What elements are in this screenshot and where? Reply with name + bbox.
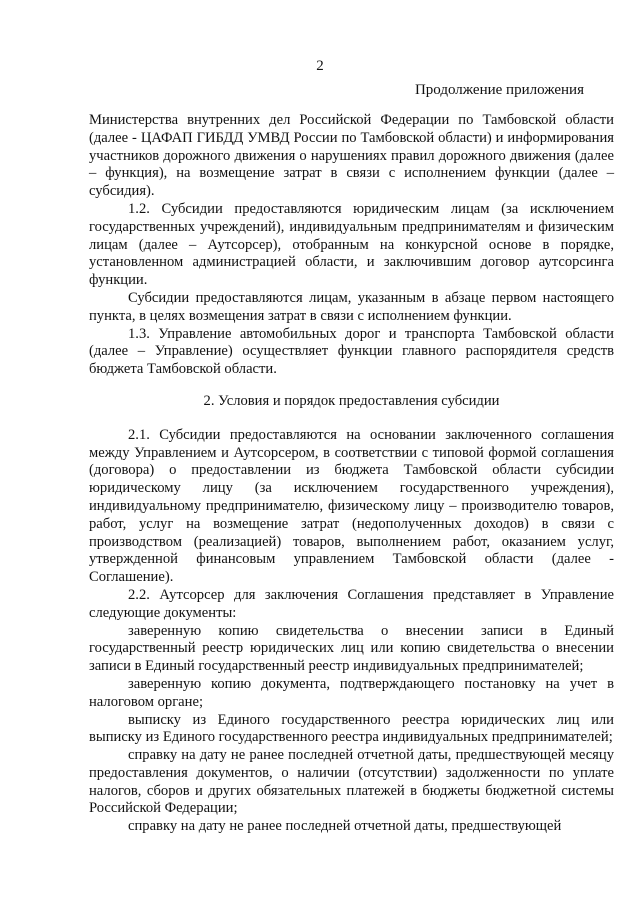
document-item-registry-extract: выписку из Единого государственного реестра юридических лиц или выписку из Единого государственного реестра индивидуальных предпринимателей; xyxy=(89,711,614,746)
paragraph-subsidy-recipients: Субсидии предоставляются лицам, указанным в абзаце первом настоящего пункта, в целях возмещения затрат в связи с исполнением функции. xyxy=(89,289,614,324)
page-number: 2 xyxy=(316,58,324,74)
document-body xyxy=(89,112,614,836)
paragraph-1: Министерства внутренних дел Российской Федерации по Тамбовской области (далее - ЦАФАП ГИБДД УМВД России по Тамбовской области) и информирования участников дорожного движения о нарушениях правил дорожного движения (далее – функция), на возмещение затрат в связи с исполнением функции (далее – субсидия). xyxy=(89,112,614,200)
document-item-registration-copy: заверенную копию свидетельства о внесении записи в Единый государственный реестр юридических лиц или копию свидетельства о внесении записи в Единый государственный реестр индивидуальных предпринимателей; xyxy=(89,622,614,675)
document-item-tax-debt-certificate: справку на дату не ранее последней отчетной даты, предшествующей месяцу предоставления документов, о наличии (отсутствии) задолженности по уплате налогов, сборов и других обязательных платежей в бюджеты бюджетной системы Российской Федерации; xyxy=(89,747,614,817)
section-heading: 2. Условия и порядок предоставления субсидии xyxy=(203,392,500,409)
paragraph-1-3: 1.3. Управление автомобильных дорог и транспорта Тамбовской области (далее – Управление) осуществляет функции главного распорядителя средств бюджета Тамбовской области. xyxy=(89,325,614,378)
paragraph-2-2: 2.2. Аутсорсер для заключения Соглашения представляет в Управление следующие документы: xyxy=(89,586,614,621)
paragraph-2-1: 2.1. Субсидии предоставляются на основании заключенного соглашения между Управлением и Аутсорсером, в соответствии с типовой формой соглашения (договора) о предоставлении из бюджета Тамбовской области субсидии юридическому лицу (за исключением государственного учреждения), индивидуальному предпринимателю, физическому лицу – производителю товаров, работ, услуг на возмещение затрат (недополученных доходов) в связи с производством (реализацией) товаров, выполнением работ, оказанием услуг, утвержденной финансовым управлением Тамбовской области (далее - Соглашение). xyxy=(89,426,614,586)
document-item-certificate-continued: справку на дату не ранее последней отчетной даты, предшествующей xyxy=(128,818,562,835)
continuation-label: Продолжение приложения xyxy=(414,82,584,98)
paragraph-1-2: 1.2. Субсидии предоставляются юридическим лицам (за исключением государственных учреждений), индивидуальным предпринимателям и физическим лицам (далее – Аутсорсер), отобранным на конкурсной основе в порядке, установленном администрацией области, и заключившим договор аутсорсинга функции. xyxy=(89,200,614,289)
document-item-tax-registration: заверенную копию документа, подтверждающего постановку на учет в налоговом органе; xyxy=(89,675,614,710)
